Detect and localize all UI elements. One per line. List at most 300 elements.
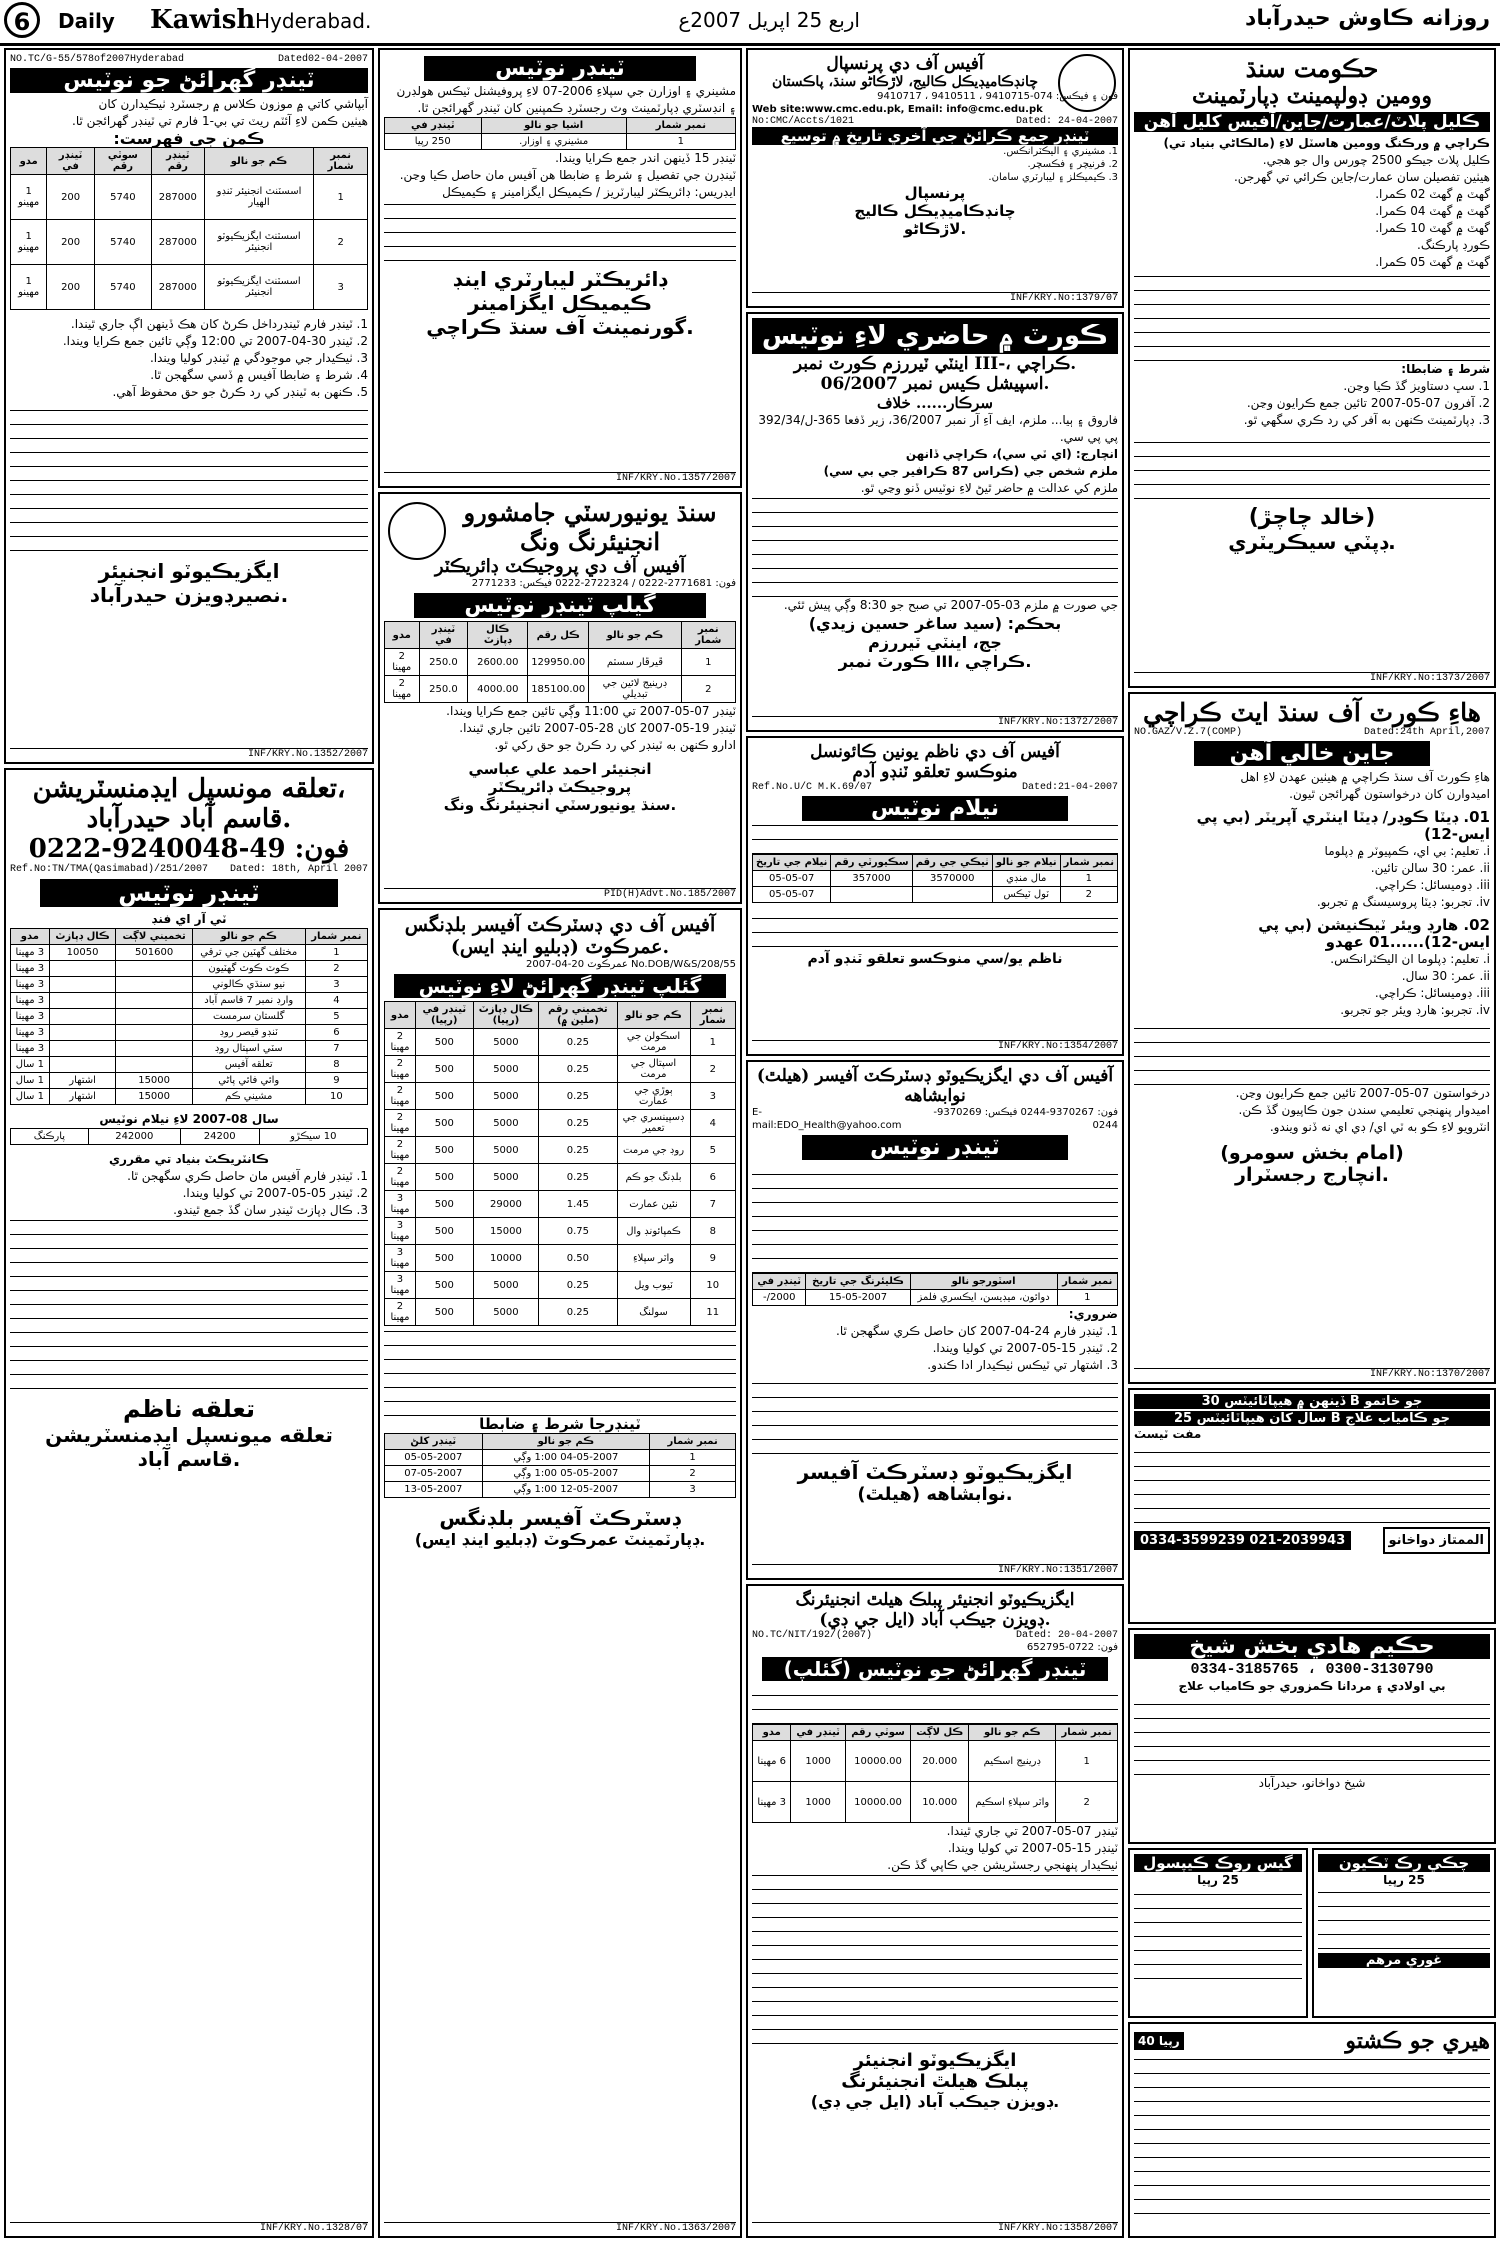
cell: بلڊنگ جو ڪم [617, 1164, 690, 1191]
requirement-line: iv. تجربو: ڊيٽا پروسيسنگ ۾ تجربو. [1316, 895, 1490, 909]
list-item: گهٽ ۾ گهٽ 02 ڪمرا. [1375, 187, 1490, 201]
table-row [11, 977, 368, 993]
body-text-block [10, 401, 368, 551]
auction-table [752, 854, 1118, 903]
col-header: ڪم جو نالو [204, 148, 314, 175]
body-text-block [752, 1163, 1118, 1273]
cell [116, 977, 192, 993]
list-item: ڪورڊ پارڪنگ. [1417, 238, 1490, 252]
ad-title: نيلام نوٽيس [802, 796, 1068, 821]
case-number: اسپيشل ڪيس نمبر 06/2007. [820, 374, 1050, 394]
cell: 10000 [473, 1245, 539, 1272]
cell: اشتهار [49, 1089, 116, 1105]
col-header: تخميني لاڳت [116, 929, 192, 945]
cell: 1 مهينو [11, 265, 47, 310]
signatory-title: پرنسپال [904, 184, 966, 202]
inf-number: INF/KRY.No:1354/2007 [752, 1040, 1118, 1052]
col-header: ڪم جو نالو [192, 929, 305, 945]
cell: 0.25 [539, 1164, 617, 1191]
public-health-engineering-ad [746, 1584, 1124, 2238]
cell: 5000 [473, 1083, 539, 1110]
col-header: نمبر شمار [305, 929, 367, 945]
org-government: حڪومت سنڌ [1245, 54, 1379, 83]
col-header: ٽينڊر في [753, 1274, 806, 1290]
signatory-office: سنڌ يونيورسٽي انجنيئرنگ ونگ. [443, 796, 677, 814]
ad-org: هاءِ ڪورٽ آف سنڌ ايٽ ڪراچي [1143, 698, 1481, 727]
signatory-office: گورنمينٽ آف سنڌ ڪراچي. [426, 315, 694, 339]
inf-number: INF/KRY.No.1357/2007 [384, 472, 736, 484]
dates-table [384, 1433, 736, 1498]
inf-number: PID(H)Advt.No.185/2007 [384, 888, 736, 900]
cell: ڪمپائونڊ وال [617, 1218, 690, 1245]
cell: 1 [690, 1029, 735, 1056]
cell: اسڪولن جي مرمت [617, 1029, 690, 1056]
court-name: اينٽي ٽيررزم ڪورٽ نمبر III-، ڪراچي. [793, 354, 1077, 374]
cell: 500 [415, 1272, 473, 1299]
col-header: ٺيڪي جي رقم [912, 855, 992, 871]
table-row [11, 265, 368, 310]
cell: 1 [1060, 871, 1117, 887]
cell: 5740 [94, 220, 151, 265]
cell: 1 سال [11, 1073, 50, 1089]
cell: 0.25 [539, 1083, 617, 1110]
product-name: هيري جو ڪشتو [1345, 2028, 1490, 2054]
cell: 500 [415, 1245, 473, 1272]
org-phone: فون ۽ فيڪس: 074-9410715 ، 9410511 ، 9410717 [877, 91, 1118, 102]
signatory-city: قاسم آباد. [137, 1447, 241, 1471]
body-line: ايڊريس: ڊائريڪٽر ليبارٽريز / ڪيميڪل ايگزامينر ۽ ڪيميڪل [442, 185, 736, 199]
cell: 250 رپيا [385, 134, 482, 150]
cell: 3 مهينا [753, 1782, 791, 1823]
table-row [11, 1129, 368, 1145]
rules-title: شرط ۽ ضابطا: [1401, 362, 1490, 376]
university-logo [388, 502, 446, 560]
cell: 2 مهينا [385, 676, 420, 703]
cell: 3 مهينا [385, 1272, 416, 1299]
signatory-title: انچارج رجسٽرار. [1235, 1164, 1389, 1186]
cell: ڊرينيج اسڪيم [969, 1741, 1056, 1782]
body-text-block [752, 907, 1118, 947]
org-name: تعلقه مونسپل ايڊمنسٽريشن، [32, 774, 346, 804]
body-text-block [1134, 429, 1490, 499]
cell: 500 [415, 1137, 473, 1164]
cell: اسپتال جي مرمت [617, 1056, 690, 1083]
cell: 10 [305, 1089, 367, 1105]
body-text-block [752, 1874, 1118, 2044]
cell: روڊ جي مرمت [617, 1137, 690, 1164]
cell [49, 1025, 116, 1041]
cell: 500 [415, 1110, 473, 1137]
cell: 5 [690, 1137, 735, 1164]
union-council-auction-ad [746, 736, 1124, 1056]
cell: 2 مهينا [385, 1110, 416, 1137]
high-court-jobs-ad [1128, 692, 1496, 1384]
signatory-office: (هيلٿ) نوابشاهه. [857, 1484, 1013, 1505]
col-header: ڪل لاڳت [911, 1725, 969, 1741]
ad-title: ڪورٽ ۾ حاضري لاءِ نوٽيس [752, 318, 1118, 354]
ad-title: (گئلپ) ٽينڊر گهرائڻ جو نوٽيس [762, 1657, 1108, 1681]
cell: 3 مهينا [11, 1025, 50, 1041]
page-number: 6 [4, 2, 40, 38]
org-office: آفيس آف دي پروجيڪٽ ڊائريڪٽر [434, 556, 686, 577]
requirement-line: iv. تجربو: هارڊ ويئر جو تجربو. [1340, 1003, 1490, 1017]
cell: نيو سنڌي ڪالوني [192, 977, 305, 993]
cell: 250.0 [419, 676, 468, 703]
cell: 1000 [791, 1782, 845, 1823]
body-text-block [1134, 1025, 1490, 1085]
table-row [385, 1466, 736, 1482]
cell: 5740 [94, 265, 151, 310]
signatory-title: ايگزيڪيوٽو انجنيئر [853, 2050, 1017, 2071]
cell: 0.25 [539, 1110, 617, 1137]
cell: 3 مهينا [11, 1041, 50, 1057]
rule-line: 4. شرط ۽ ضابطا آفيس ۾ ڏسي سگهجن ٿا. [150, 368, 368, 382]
edo-health-tender-ad [746, 1060, 1124, 1580]
note-line: 3. ڪال ڊپازٽ ٽينڊر سان گڏ جمع ٿيندو. [173, 1203, 368, 1217]
cell [49, 961, 116, 977]
body-text-block [384, 1326, 736, 1416]
cell: واٽر سپلاءِ اسڪيم [969, 1782, 1056, 1823]
col-header: نيلام جو نالو [992, 855, 1060, 871]
sindh-university-tender-ad [378, 492, 742, 904]
signatory-office: ڪورٽ نمبر III، ڪراچي. [838, 652, 1032, 671]
cell: 05-05-07 [753, 871, 831, 887]
inf-number: INF/KRY.No:1351/2007 [752, 1564, 1118, 1576]
org-name: آفيس آف دي ايگزيڪيوٽو ڊسٽرڪٽ آفيسر (هيلٿ) نوابشاهه [756, 1066, 1114, 1106]
col-header: نمبر شمار [1056, 1725, 1118, 1741]
org-phone: فون: 49-9240048-0222 [28, 834, 350, 864]
cell: 2 مهينا [385, 1056, 416, 1083]
ad-title: ٽينڊر نوٽيس [40, 879, 338, 907]
table-row [385, 1299, 736, 1326]
cell: 10000.00 [845, 1782, 910, 1823]
note-line: 2. ٽينڊر 05-05-2007 تي کوليا ويندا. [182, 1186, 368, 1200]
item-line: 2. فرنيچر ۽ فڪسچر. [1027, 159, 1118, 170]
cell: 3 مهينا [385, 1245, 416, 1272]
cell: 4000.00 [468, 676, 528, 703]
product-badge: غوري مرهم [1318, 1953, 1490, 1968]
col-header: ڪال ڊپازٽ [49, 929, 116, 945]
table-row [385, 1029, 736, 1056]
cell: 1 [650, 1450, 736, 1466]
paper-name: Kawish [150, 5, 256, 35]
cell: 5 [305, 1009, 367, 1025]
body-line: ٺيڪيدار پنهنجي رجسٽريشن جي ڪاپي گڏ ڪن. [887, 1858, 1118, 1872]
body-text-block [752, 1684, 1118, 1724]
intro-line: اميدوارن کان درخواستون گهرائجن ٿيون. [1289, 787, 1490, 801]
cell: ٻوڙي جي عمارت [617, 1083, 690, 1110]
col-header: ٽينڊر رقم [151, 148, 204, 175]
signatory-title: ڊسٽرڪٽ آفيسر بلڊنگس [439, 1506, 681, 1530]
hakeem-phone: 0334-3185765 ، 0300-3130790 [1190, 1661, 1434, 1678]
body-line: 1. سڀ دستاويز گڏ ڪيا وڃن. [1343, 379, 1490, 393]
note-label: ضروري: [1068, 1307, 1118, 1321]
signatory-title: ايگزيڪيوٽو ڊسٽرڪٽ آفيسر [797, 1460, 1073, 1484]
ad-title: گئلپ ٽينڊر گهرائڻ لاءِ نوٽيس [394, 974, 726, 998]
cell: 1.45 [539, 1191, 617, 1218]
table-row [11, 175, 368, 220]
cell: سولنگ [617, 1299, 690, 1326]
signatory-title: جج، اينٽي ٽيررزم [868, 633, 1002, 652]
cell: 05-05-2007 1:00 وڳي [482, 1466, 650, 1482]
body-line: ٽينڊر 15 ڏينهن اندر جمع ڪرايا ويندا. [555, 151, 736, 165]
signatory-office: نصيرڊويزن حيدرآباد. [89, 583, 289, 607]
cell: 1000 [791, 1741, 845, 1782]
cell: 0.25 [539, 1272, 617, 1299]
cell [831, 887, 912, 903]
cell: 10000.00 [845, 1741, 910, 1782]
org-wing: انجنيئرنگ ونگ [519, 527, 661, 556]
body-line: اميدوار پنهنجي تعليمي سندن جون ڪاپيون گڏ ڪن. [1238, 1103, 1490, 1117]
paper-name-sindhi: روزانه ڪاوش حيدرآباد [1245, 6, 1490, 31]
post-title: 02. هارڊ ويئر ٽيڪنيشن (بي پي ايس-12)......01 عهدو [1258, 916, 1490, 951]
org-name: چانڊڪاميڊيڪل ڪاليج، لاڙڪاڻو سنڌ، پاڪستان [772, 74, 1038, 90]
body-line: 3. اشتهار تي ٽيڪس ٺيڪيدار ادا ڪندو. [927, 1358, 1118, 1372]
cell: 10050 [49, 945, 116, 961]
cell: 15000 [116, 1089, 192, 1105]
table-row [753, 887, 1118, 903]
cell: 05-05-2007 [385, 1450, 483, 1466]
col-header: نمبر شمار [1060, 855, 1117, 871]
cell: 1 [626, 134, 735, 150]
auction-table [10, 1128, 368, 1145]
cell: 0.25 [539, 1299, 617, 1326]
col-header: نمبر شمار [626, 118, 735, 134]
cell: 2 [690, 1056, 735, 1083]
auction-title: سال 08-2007 لاءِ نيلام نوٽيس [99, 1112, 279, 1126]
cell [116, 1009, 192, 1025]
cell: اشتهار [49, 1073, 116, 1089]
cell: ٽنڊو قيصر روڊ [192, 1025, 305, 1041]
heere-kushto-ad [1128, 2022, 1496, 2238]
signatory-city: لاڙڪاڻو. [903, 220, 967, 238]
cell: ڊسپينسري جي تعمير [617, 1110, 690, 1137]
inf-number: INF/KRY.No.1363/2007 [384, 2222, 736, 2234]
cell: 15000 [116, 1073, 192, 1089]
cell: 3 مهينا [11, 993, 50, 1009]
table-row [11, 1009, 368, 1025]
col-header: ٽينڊر کلڻ [385, 1434, 483, 1450]
cell: مال منڊي [992, 871, 1060, 887]
signatory-division: (ايل جي ڊي) ڊويزن جيڪب آباد. [810, 2092, 1060, 2111]
body-line: انٽرويو لاءِ ڪو به ٽي اي/ ڊي اي نه ڏنو ويندو. [1269, 1120, 1490, 1134]
body-text-block [1134, 271, 1490, 361]
body-line: ٽينڊر 07-05-2007 تي 11:00 وڳي تائين جمع ڪرايا ويندا. [446, 704, 736, 718]
org-place: منوڪسو تعلقو ٽنڊو آدم [852, 762, 1018, 782]
cell: وارڊ نمبر 7 قاسم آباد [192, 993, 305, 1009]
cell [116, 1041, 192, 1057]
col-header: سوٽي رقم [845, 1725, 910, 1741]
col-header: مدو [385, 622, 420, 649]
org-department: وومين ڊولپمينٽ ڊپارٽمينٽ [1191, 83, 1433, 109]
cell: 287000 [151, 220, 204, 265]
cell: 8 [690, 1218, 735, 1245]
rule-line: 2. ٽينڊر 30-04-2007 تي 12:00 وڳي تائين جمع ڪرايا ويندا. [62, 334, 368, 348]
table-row [11, 961, 368, 977]
court-notice-ad [746, 312, 1124, 732]
inf-number: INF/KRY.No:1379/07 [752, 292, 1118, 304]
cell: 9 [305, 1073, 367, 1089]
cell: 2 مهينا [385, 1029, 416, 1056]
cell: 20.000 [911, 1741, 969, 1782]
signatory-office: پبلڪ هيلٿ انجنيئرنگ [841, 2071, 1029, 2092]
cell: 500 [415, 1299, 473, 1326]
inf-number: INF/KRY.No:1373/2007 [1134, 672, 1490, 684]
body-text-block [752, 1374, 1118, 1454]
cell: 1 [681, 649, 735, 676]
org-name: سنڌ يونيورسٽي جامشورو [463, 498, 717, 527]
ref-date: Dated:21-04-2007 [1021, 782, 1118, 793]
org-city: قاسم آباد حيدرآباد. [86, 804, 292, 834]
cell [116, 1025, 192, 1041]
ref-no: NO.TC/NIT/192/(2007) [752, 1630, 873, 1641]
table-row [11, 1041, 368, 1057]
gas-capsule-ad [1128, 1848, 1308, 2018]
col-header: سوٽي رقم [94, 148, 151, 175]
col-header: ڪم جو نالو [617, 1002, 690, 1029]
col-header: مدو [753, 1725, 791, 1741]
body-line: ملزم شخص جي (ڪراس 87 ڪرافير جي بي سي) [823, 464, 1118, 478]
cell: 12-05-2007 1:00 وڳي [482, 1482, 650, 1498]
cell: 287000 [151, 175, 204, 220]
body-line: 2. ٽينڊر 15-05-2007 تي کوليا ويندا. [932, 1341, 1118, 1355]
cell: 287000 [151, 265, 204, 310]
col-header: ٽينڊر في [419, 622, 468, 649]
table-row [385, 1272, 736, 1299]
cell: 5000 [473, 1029, 539, 1056]
col-header: ڪال ڊپازٽ (رپيا) [473, 1002, 539, 1029]
women-development-ad [1128, 48, 1496, 688]
cell: 13-05-2007 [385, 1482, 483, 1498]
cell: پارڪنگ [11, 1129, 89, 1145]
intro-line: آبپاشي کاتي ۾ موزون ڪلاس ۾ رجسٽرڊ ٺيڪيدارن کان [98, 97, 368, 111]
org-name: آفيس آف دي ڊسٽرڪٽ آفيسر بلڊنگس [404, 914, 716, 936]
body-text-block [384, 201, 736, 261]
cell: 1 [314, 175, 368, 220]
table-row [385, 1450, 736, 1466]
cell: 4 [305, 993, 367, 1009]
signatory-title: ڊپٽي سيڪريٽري. [1228, 530, 1396, 554]
cell: 2 [1060, 887, 1117, 903]
col-header: اشيا جو نالو [481, 118, 626, 134]
cell: 15000 [473, 1218, 539, 1245]
cell: 1 [1056, 1741, 1118, 1782]
cell [49, 1057, 116, 1073]
cell: 5000 [473, 1272, 539, 1299]
table-row [11, 1025, 368, 1041]
intro-line: مشينري ۽ اوزارن جي سپلاءِ 2006-07 لاءِ پروفيشنل ٽيڪس هولڊرن [396, 84, 736, 98]
body-line: 1. ٽينڊر فارم 24-04-2007 کان حاصل ڪري سگهجن ٿا. [836, 1324, 1118, 1338]
ad-item: ڪراچي ۾ ورڪنگ وومين هاسٽل لاءِ (مالڪاڻي بنياد تي) [1163, 136, 1490, 150]
signatory-title: ايگزيڪيوٽو انجنيئر [98, 559, 280, 583]
cell: ڪوٽ ڪوٽ گهٽيون [192, 961, 305, 977]
body-line: ٽينڊر 07-05-2007 تي جاري ٿيندا. [946, 1824, 1118, 1838]
tma-qasimabad-ad [4, 768, 374, 2238]
intro-line: ۽ انڊسٽري ڊپارٽمينٽ وٽ رجسٽرڊ ڪمپنين کان ٽينڊر گهرائجن ٿا. [417, 101, 736, 115]
requirement-line: i. تعليم: بي اي، ڪمپيوٽر ۾ ڊپلوما [1324, 844, 1490, 858]
cell: 07-05-2007 [385, 1466, 483, 1482]
cell: 5000 [473, 1137, 539, 1164]
col-header: ٽينڊر في (رپيا) [415, 1002, 473, 1029]
cell: 3 مهينا [11, 945, 50, 961]
cell: 2 [305, 961, 367, 977]
cell: دوائون، ميڊيسن، ايڪسري فلمز [910, 1290, 1057, 1306]
cell: 500 [415, 1164, 473, 1191]
col-header: نمبر شمار [1057, 1274, 1117, 1290]
cell: 1 [305, 945, 367, 961]
cell: 3 [650, 1482, 736, 1498]
cell: 500 [415, 1191, 473, 1218]
stores-table [752, 1273, 1118, 1306]
cell: 2 [314, 220, 368, 265]
col-header: تخميني رقم (ملين ۾) [539, 1002, 617, 1029]
body-line: فاروق ۽ ٻيا... ملزم، ايف آءِ آر نمبر 36/2007، زير ڏفعا 365-ل/392/34 پي پي سي. [758, 413, 1118, 444]
cell [912, 887, 992, 903]
cell: 500 [415, 1029, 473, 1056]
cell: 0.50 [539, 1245, 617, 1272]
cell: 2000/- [753, 1290, 806, 1306]
table-row [11, 1057, 368, 1073]
org-phone: فون: 9370267-0244 فيڪس: 9370269-0244 [933, 1107, 1118, 1131]
cell [49, 993, 116, 1009]
table-row [11, 945, 368, 961]
list-item: گهٽ ۾ گهٽ 04 ڪمرا. [1375, 204, 1490, 218]
signatory-name: انجنيئر احمد علي عباسي [468, 760, 652, 778]
org-phone: فون: 2771681-0222 / 2722324-0222 فيڪس: 2771233 [471, 578, 736, 589]
cell: اسسٽنٽ انجنيئر ٽنڊو الهيار [204, 175, 314, 220]
body-line: ٽينڊر 15-05-2007 تي کوليا ويندا. [947, 1841, 1118, 1855]
body-text-block [1134, 1695, 1490, 1775]
org-email: E-mail:EDO_Health@yahoo.com [752, 1107, 902, 1131]
rule-line: 5. ڪنهن به ٽينڊر کي رد ڪرڻ جو حق محفوظ آهي. [112, 385, 368, 399]
requirement-line: iii. ڊوميسائل: ڪراچي. [1374, 878, 1490, 892]
body-text-block [1134, 1889, 1302, 1979]
body-line: ٽينڊر 19-05-2007 کان 28-05-2007 تائين جاري ٿيندا. [459, 721, 736, 735]
col-header: نمبر شمار [690, 1002, 735, 1029]
hakeem-name: حڪيم هادي بخش شيخ [1134, 1634, 1490, 1659]
intro-line: هيٺين ڪمن لاءِ آئٽم ريٽ تي بي-1 فارم تي ٽينڊر گهرائجن ٿا. [72, 114, 368, 128]
cell: 5740 [94, 175, 151, 220]
works-list-title: ڪمن جي فهرست: [113, 129, 265, 148]
cell: 2 [650, 1466, 736, 1482]
cell [49, 1041, 116, 1057]
cell: مشينري ۽ اوزار. [481, 134, 626, 150]
cell [49, 977, 116, 993]
cell: 500 [415, 1083, 473, 1110]
cell: 5000 [473, 1164, 539, 1191]
ref-date: Dated: 20-04-2007 [1015, 1630, 1118, 1641]
table-row [385, 676, 736, 703]
case-parties: سرڪار...... خلاف [876, 394, 993, 412]
body-line: 3. ڊپارٽمينٽ ڪنهن به آفر کي رد ڪري سگهي ٿو. [1243, 413, 1490, 427]
table-row [385, 1083, 736, 1110]
col-header: اسٽورجو نالو [910, 1274, 1057, 1290]
cell: 3 مهينا [385, 1191, 416, 1218]
col-header: ڪل رقم [528, 622, 589, 649]
cell: 05-05-07 [753, 887, 831, 903]
col-header: مدو [385, 1002, 416, 1029]
cell: اسسٽنٽ ايگزيڪيوٽو انجنيئر [204, 265, 314, 310]
requirement-line: ii. عمر: 30 سالن تائين. [1370, 861, 1490, 875]
col-header: نمبر شمار [650, 1434, 736, 1450]
table-row [385, 1110, 736, 1137]
ad-title: ٽينڊر گهرائڻ جو نوٽيس [10, 68, 368, 93]
cell: 7 [305, 1041, 367, 1057]
cell: 3 [305, 977, 367, 993]
hepatitis-clinic-ad [1128, 1388, 1496, 1624]
cell [116, 1057, 192, 1073]
cell: وائي فائي پاڻي [192, 1073, 305, 1089]
